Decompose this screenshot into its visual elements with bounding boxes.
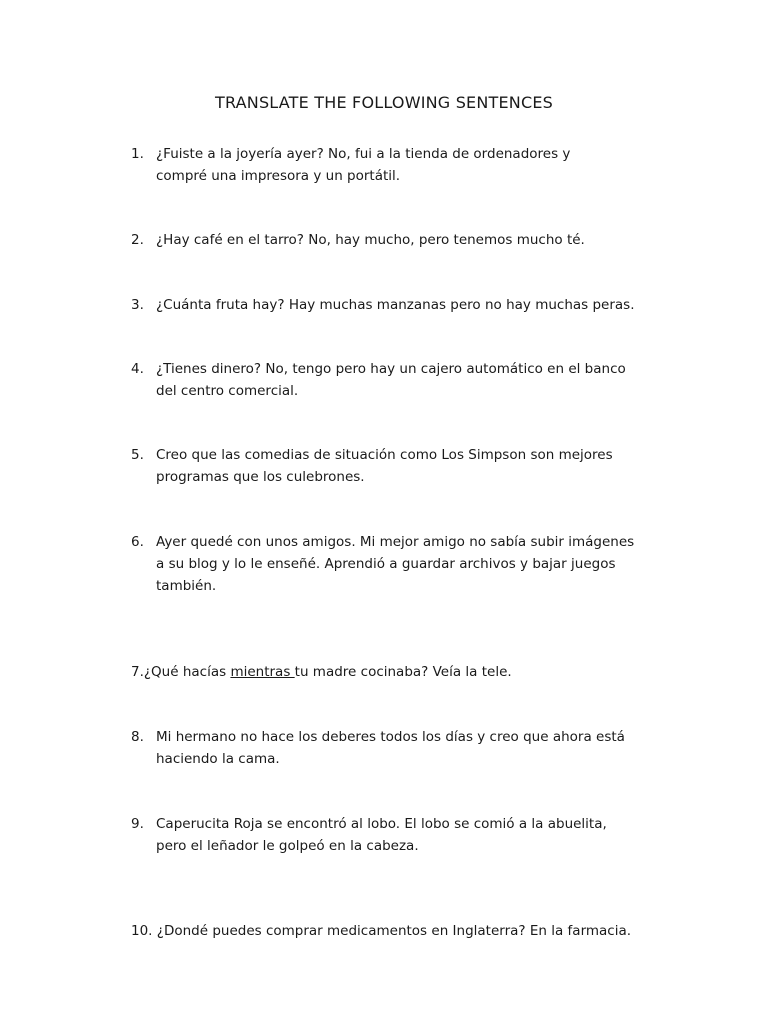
sentence-line: Caperucita Roja se encontró al lobo. El lobo se comió a la abuelita,	[156, 816, 607, 832]
sentence-line: del centro comercial.	[156, 383, 299, 399]
sentence-text: ¿Qué hacías	[143, 664, 231, 680]
sentence-line: Mi hermano no hace los deberes todos los días y creo que ahora está	[156, 729, 625, 745]
sentence-line: programas que los culebrones.	[156, 469, 365, 485]
sentence-line: ¿Tienes dinero? No, tengo pero hay un cajero automático en el banco	[156, 361, 626, 377]
sentence-3	[131, 294, 691, 316]
sentence-number: 5.	[131, 447, 144, 463]
sentence-number: 8.	[131, 729, 144, 745]
sentence-6	[131, 531, 691, 597]
sentence-1	[131, 143, 691, 187]
sentence-text: tu madre cocinaba? Veía la tele.	[294, 664, 512, 680]
sentence-line: ¿Dondé puedes comprar medicamentos en Inglaterra? En la farmacia.	[156, 923, 632, 939]
sentence-line: a su blog y lo le enseñé. Aprendió a guardar archivos y bajar juegos	[156, 556, 616, 572]
sentence-line: haciendo la cama.	[156, 751, 280, 767]
sentence-line: ¿Cuánta fruta hay? Hay muchas manzanas pero no hay muchas peras.	[156, 297, 635, 313]
sentence-4	[131, 358, 691, 402]
sentence-number: 3.	[131, 297, 144, 313]
sentence-2	[131, 229, 691, 251]
sentence-7	[131, 661, 691, 683]
sentence-line: Creo que las comedias de situación como Los Simpson son mejores	[156, 447, 613, 463]
sentence-number: 4.	[131, 361, 144, 377]
sentence-line: Ayer quedé con unos amigos. Mi mejor amigo no sabía subir imágenes	[156, 534, 635, 550]
sentence-line: también.	[156, 578, 217, 594]
sentence-number: 6.	[131, 534, 144, 550]
sentence-line: compré una impresora y un portátil.	[156, 168, 401, 184]
sentence-5	[131, 444, 691, 488]
sentence-number: 7.	[131, 664, 144, 680]
sentence-number: 10.	[131, 923, 153, 939]
sentence-8	[131, 726, 691, 770]
sentence-number: 1.	[131, 146, 144, 162]
sentence-line: pero el leñador le golpeó en la cabeza.	[156, 838, 419, 854]
sentence-line: ¿Hay café en el tarro? No, hay mucho, pero tenemos mucho té.	[156, 232, 585, 248]
underlined-word: mientras	[230, 664, 295, 680]
sentence-number: 2.	[131, 232, 144, 248]
sentence-10	[131, 920, 691, 942]
worksheet-title: TRANSLATE THE FOLLOWING SENTENCES	[214, 93, 554, 112]
sentence-line: ¿Fuiste a la joyería ayer? No, fui a la tienda de ordenadores y	[156, 146, 571, 162]
sentence-9	[131, 813, 691, 857]
sentence-number: 9.	[131, 816, 144, 832]
